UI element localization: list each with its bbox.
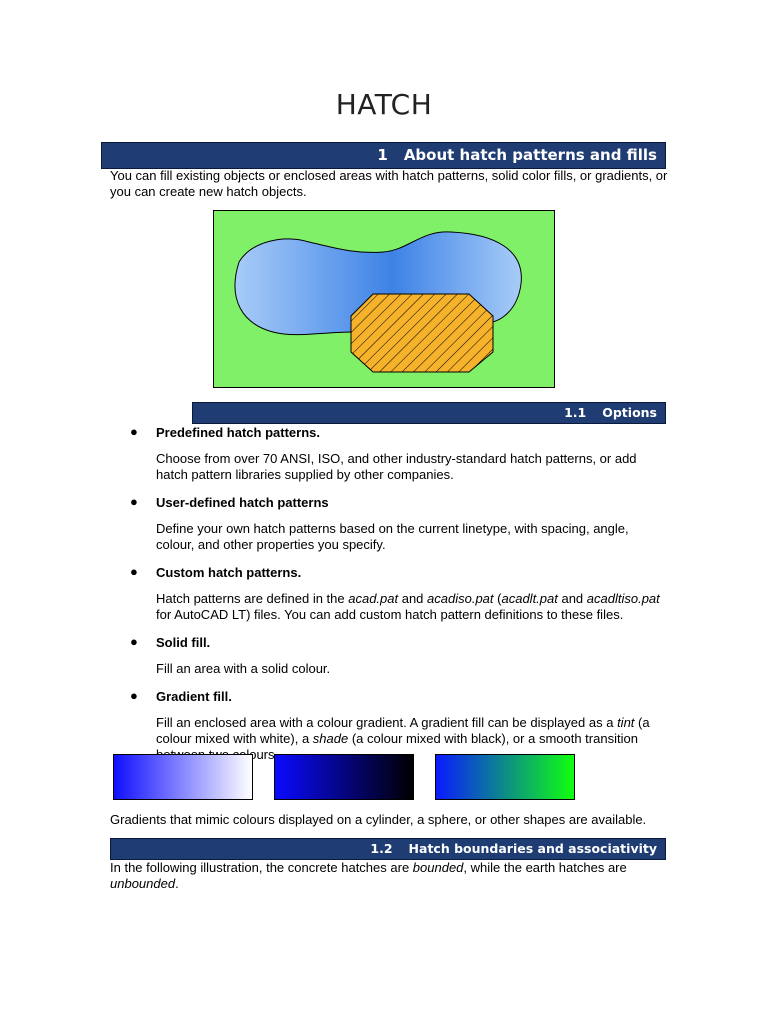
list-item bbox=[110, 424, 670, 483]
section-1-2-heading-bar bbox=[110, 838, 666, 860]
hatched-octagon-shape bbox=[351, 294, 493, 372]
option-description bbox=[156, 591, 670, 623]
list-item bbox=[110, 688, 670, 763]
bullet-icon: ● bbox=[130, 494, 138, 509]
text-run: ( bbox=[493, 591, 502, 606]
option-label: Predefined hatch patterns. bbox=[156, 425, 320, 440]
text-run: In the following illustration, the concrete hatches are bbox=[110, 860, 413, 875]
filename-text: acadltiso.pat bbox=[586, 591, 660, 606]
section-1-2-text bbox=[110, 860, 670, 892]
gradient-note: Gradients that mimic colours displayed on a cylinder, a sphere, or other shapes are available. bbox=[110, 812, 647, 827]
term-text: shade bbox=[312, 731, 349, 746]
list-item bbox=[110, 634, 670, 677]
section-1-1-number: 1.1 bbox=[564, 405, 587, 420]
section-1-1-heading: Options bbox=[602, 405, 657, 420]
text-run: Hatch patterns are defined in the bbox=[156, 591, 349, 606]
option-description: Define your own hatch patterns based on the current linetype, with spacing, angle, colour, and other properties you specify. bbox=[156, 521, 629, 552]
tint-gradient-swatch bbox=[113, 754, 253, 800]
section-1-2-number: 1.2 bbox=[370, 841, 393, 856]
text-run: and bbox=[398, 591, 428, 606]
document-title: HATCH bbox=[335, 88, 433, 121]
hatch-illustration bbox=[213, 210, 555, 388]
option-label: Solid fill. bbox=[156, 635, 211, 650]
list-item bbox=[110, 564, 670, 623]
text-run: , while the earth hatches are bbox=[463, 860, 627, 875]
list-item bbox=[110, 494, 670, 553]
option-label: Gradient fill. bbox=[156, 689, 232, 704]
section-1-2-heading: Hatch boundaries and associativity bbox=[408, 841, 657, 856]
option-label: User-defined hatch patterns bbox=[156, 495, 329, 510]
section-1-1-heading-bar bbox=[192, 402, 666, 424]
bullet-icon: ● bbox=[130, 634, 138, 649]
text-run: and bbox=[557, 591, 587, 606]
text-run: . bbox=[175, 876, 179, 891]
filename-text: acadiso.pat bbox=[427, 591, 494, 606]
two-colour-gradient-swatch bbox=[435, 754, 575, 800]
term-text: bounded bbox=[412, 860, 464, 875]
text-run: Fill an enclosed area with a colour gradient. A gradient fill can be displayed as a bbox=[156, 715, 618, 730]
text-run: (a colour mixed with white), a bbox=[156, 715, 650, 746]
option-description: Fill an area with a solid colour. bbox=[156, 661, 331, 676]
option-description: Choose from over 70 ANSI, ISO, and other industry-standard hatch patterns, or add hatch pattern libraries supplied by other companies. bbox=[156, 451, 637, 482]
bullet-icon: ● bbox=[130, 688, 138, 703]
bullet-icon: ● bbox=[130, 564, 138, 579]
section-1-heading: About hatch patterns and fills bbox=[403, 146, 657, 164]
text-run: (a colour mixed with black), or a smooth transition colours. bbox=[232, 731, 638, 762]
option-label: Custom hatch patterns. bbox=[156, 565, 302, 580]
term-text: tint bbox=[617, 715, 635, 730]
filename-text: acadlt.pat bbox=[501, 591, 558, 606]
section-1-heading-bar bbox=[101, 142, 666, 169]
section-1-number: 1 bbox=[377, 146, 388, 164]
term-text: unbounded bbox=[110, 876, 176, 891]
section-1-intro: You can fill existing objects or enclosed areas with hatch patterns, solid color fills, or gradients, or you can create new hatch objects. bbox=[110, 168, 668, 199]
shade-gradient-swatch bbox=[274, 754, 414, 800]
bullet-icon: ● bbox=[130, 424, 138, 439]
options-list bbox=[110, 424, 670, 763]
filename-text: acad.pat bbox=[348, 591, 399, 606]
text-run: for AutoCAD LT) files. You can add custom hatch pattern definitions to these files. bbox=[156, 607, 624, 622]
